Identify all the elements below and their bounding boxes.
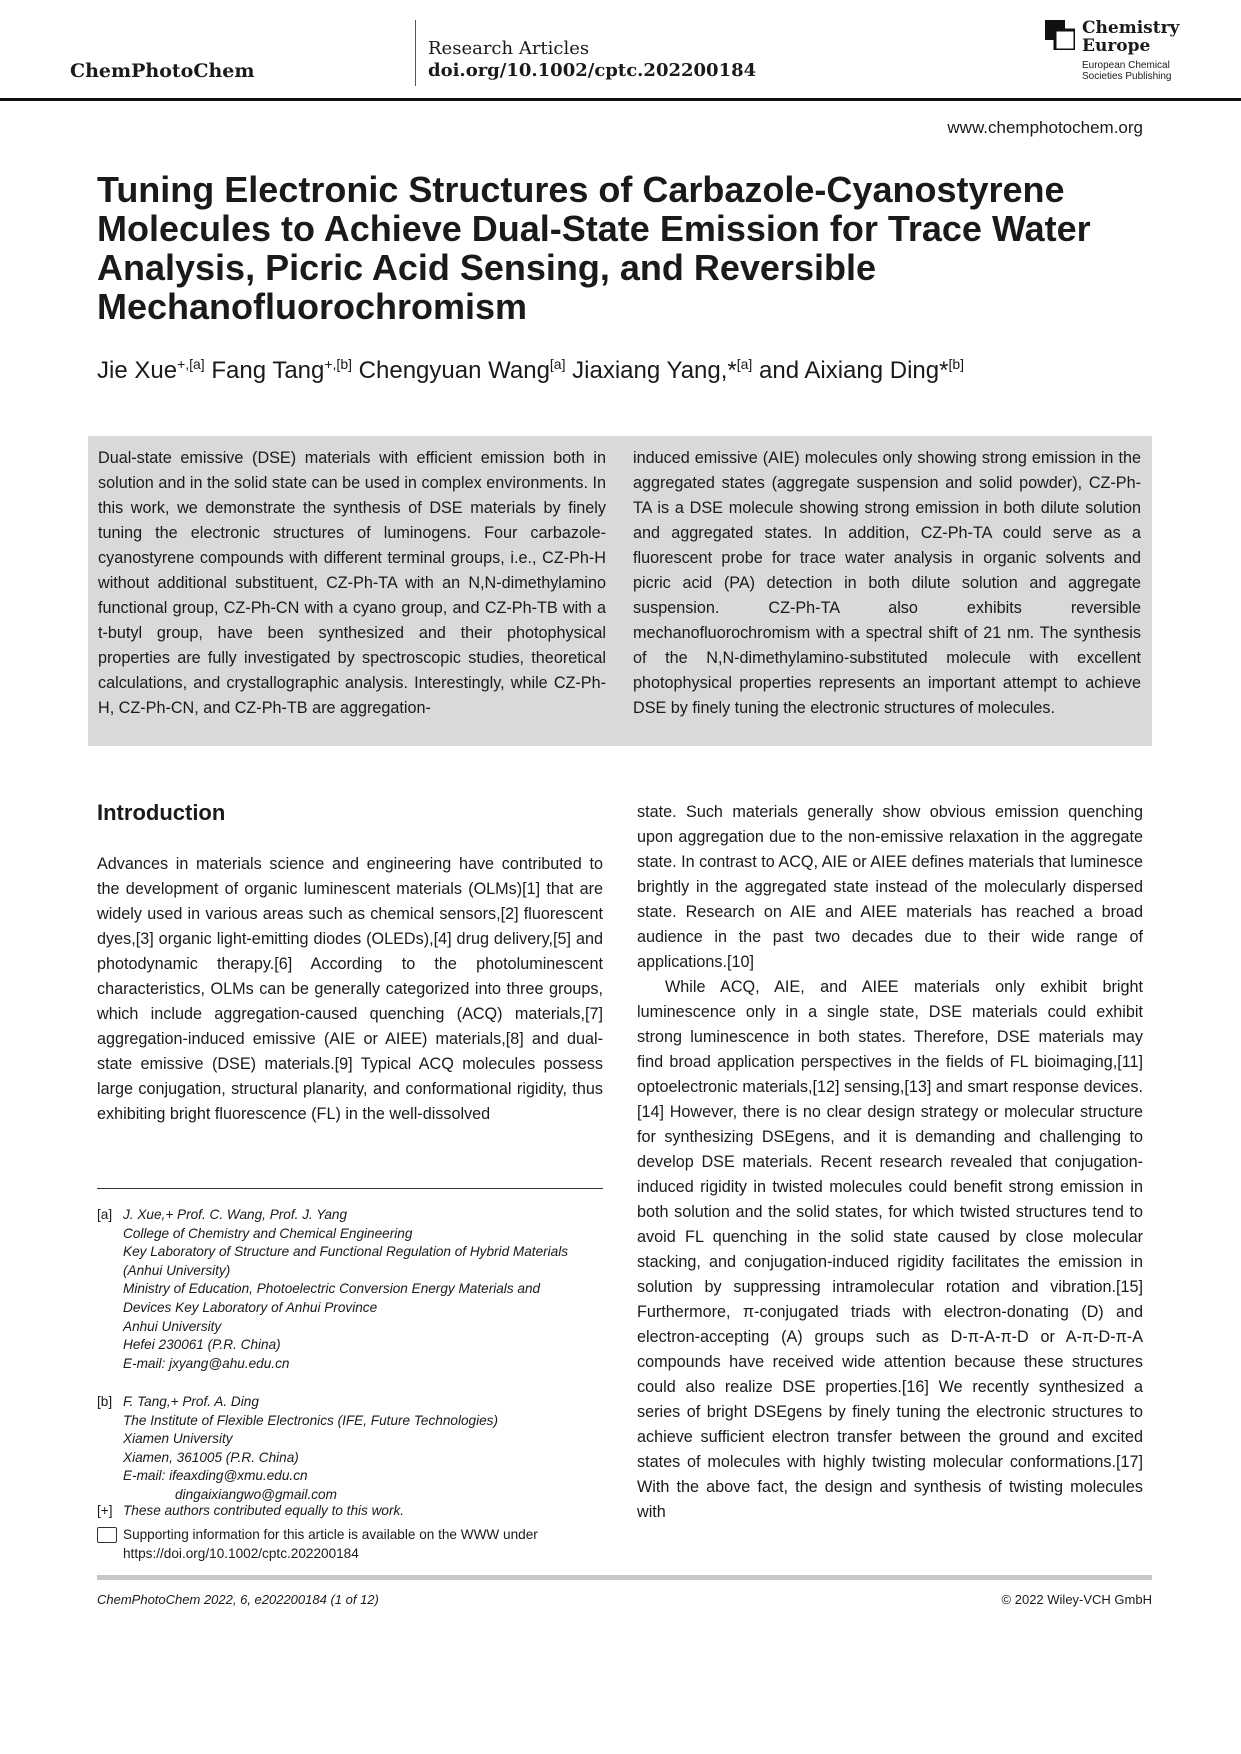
introduction-heading: Introduction — [97, 800, 226, 825]
publisher-name-line2: Europe — [1082, 36, 1151, 56]
abstract-box — [88, 436, 1152, 746]
footnote-text: These authors contributed equally to this work. — [123, 1503, 405, 1518]
affiliation-line: Anhui University — [123, 1318, 222, 1334]
author-affiliation-mark: [a] — [736, 356, 753, 372]
abstract-left-column: Dual-state emissive (DSE) materials with efficient emission both in solution and in the solid state can be used in complex environments. In this work, we demonstrate the synthesis of DSE materials by finely tuning the electronic structures of luminogens. Four carbazole-cyanostyrene compounds with different terminal groups, i.e., CZ-Ph-H without additional substituent, CZ-Ph-TA with an N,N-dimethylamino functional group, CZ-Ph-CN with a cyano group, and CZ-Ph-TB with a t-butyl group, have been synthesized and their photophysical properties are fully investigated by spectroscopic studies, theoretical calculations, and crystallographic analysis. Interestingly, while CZ-Ph-H, CZ-Ph-CN, and CZ-Ph-TB are aggregation- — [98, 449, 606, 717]
equal-contribution-note — [97, 1502, 603, 1521]
header-divider — [415, 20, 416, 86]
affiliation-line: Ministry of Education, Photoelectric Conversion Energy Materials and — [123, 1281, 541, 1297]
affiliation-b — [97, 1393, 603, 1505]
author-name: Jie Xue — [97, 357, 178, 384]
author-affiliation-mark: +,[b] — [324, 356, 352, 372]
affiliation-line: College of Chemistry and Chemical Engineering — [123, 1225, 413, 1241]
computer-icon — [97, 1527, 117, 1543]
author-name: Fang Tang — [211, 357, 325, 384]
email-link[interactable]: dingaixiangwo@gmail.com — [175, 1486, 337, 1502]
footer-bar — [97, 1575, 1152, 1580]
footer-citation: ChemPhotoChem 2022, 6, e202200184 (1 of 12) — [97, 1592, 379, 1607]
header-rule — [0, 98, 1241, 101]
supporting-info-link[interactable]: https://doi.org/10.1002/cptc.202200184 — [123, 1545, 359, 1561]
author-affiliation-mark: [a] — [549, 356, 566, 372]
affiliation-line: (Anhui University) — [123, 1262, 231, 1278]
affiliation-line: Devices Key Laboratory of Anhui Province — [123, 1299, 378, 1315]
section-label: Research Articles — [428, 38, 590, 59]
affiliation-line: Xiamen, 361005 (P.R. China) — [123, 1449, 299, 1465]
intro-paragraph: state. Such materials generally show obvious emission quenching upon aggregation due to the non-emissive relaxation in the aggregate state. In contrast to ACQ, AIE or AIEE defines materials that luminesce brightly in the aggregated state instead of the molecularly dispersed state. Research on AIE and AIEE materials has reached a broad audience in the past two decades due to their wide range of applications.[10] — [637, 803, 1143, 971]
affiliation-line: Hefei 230061 (P.R. China) — [123, 1337, 281, 1353]
author-affiliation-mark: +,[a] — [177, 356, 205, 372]
supporting-info-text: Supporting information for this article is available on the WWW under — [123, 1527, 538, 1542]
publisher-subtitle-line1: European Chemical — [1082, 60, 1170, 71]
author-list — [97, 356, 1157, 385]
intro-column-right — [637, 800, 1143, 1525]
author-affiliation-mark: [b] — [948, 356, 965, 372]
author-name: Chengyuan Wang — [358, 357, 550, 384]
affiliation-line: J. Xue,+ Prof. C. Wang, Prof. J. Yang — [123, 1207, 348, 1222]
footer-copyright: © 2022 Wiley-VCH GmbH — [1001, 1592, 1152, 1607]
doi-link[interactable]: doi.org/10.1002/cptc.202200184 — [428, 60, 757, 81]
affiliation-line: Xiamen University — [123, 1431, 233, 1447]
affiliation-line: F. Tang,+ Prof. A. Ding — [123, 1394, 259, 1409]
website-link[interactable]: www.chemphotochem.org — [947, 118, 1143, 137]
intro-paragraph: While ACQ, AIE, and AIEE materials only exhibit bright luminescence only in a single state, DSE materials could exhibit strong luminescence in both states. Therefore, DSE materials may find broad application perspectives in the fields of FL bioimaging,[11] optoelectronic materials,[12] sensing,[13] and smart response devices.[14] However, there is no clear design strategy or molecular structure for synthesizing DSEgens, and it is demanding and challenging to develop DSE materials. Recent research revealed that conjugation-induced rigidity in twisted molecules could benefit strong emission in both solution and the solid states, for which twisted structures tend to avoid FL quenching in the solid state caused by close molecular stacking, and conjugation-induced rigidity facilitates the emission in solution by suppressing intramolecular rotation and vibration.[15] Furthermore, π-conjugated triads with electron-donating (D) and electron-accepting (A) groups such as D-π-A-π-D or A-π-D-π-A compounds have received wide attention because these structures could also realize DSE properties.[16] We recently synthesized a series of bright DSEgens by finely tuning the electronic structures to achieve sufficient electron transfer between the ground and excited states of molecules with highly twisting molecular conformations.[17] With the above fact, the design and synthesis of twisting molecules with — [637, 978, 1143, 1521]
affiliation-line: The Institute of Flexible Electronics (IFE, Future Technologies) — [123, 1412, 499, 1428]
intro-column-left — [97, 852, 603, 1127]
affiliation-tag: [a] — [97, 1207, 113, 1222]
author-name: and Aixiang Ding* — [759, 357, 949, 384]
email-link[interactable]: E-mail: ifeaxding@xmu.edu.cn — [123, 1468, 308, 1484]
affiliation-tag: [b] — [97, 1394, 113, 1409]
supporting-info-note — [97, 1526, 603, 1563]
article-title: Tuning Electronic Structures of Carbazole-Cyanostyrene Molecules to Achieve Dual-State Emission for Trace Water Analysis, Picric Acid Sensing, and Reversible Mechanofluorochromism — [97, 169, 1091, 327]
publisher-name-line1: Chemistry — [1082, 18, 1180, 38]
journal-name: ChemPhotoChem — [70, 60, 255, 82]
chemistry-europe-logo-icon — [1045, 20, 1075, 50]
affiliation-a — [97, 1206, 603, 1373]
affiliation-line: Key Laboratory of Structure and Functional Regulation of Hybrid Materials — [123, 1244, 569, 1260]
footnote-tag: [+] — [97, 1503, 113, 1518]
publisher-subtitle-line2: Societies Publishing — [1082, 71, 1172, 82]
footnote-rule — [97, 1188, 603, 1189]
abstract-right-column: induced emissive (AIE) molecules only showing strong emission in the aggregated states (aggregate suspension and solid powder), CZ-Ph-TA is a DSE molecule showing strong emission in both dilute solution and aggregated states. In addition, CZ-Ph-TA could serve as a fluorescent probe for trace water analysis in organic solvents and picric acid (PA) detection in both dilute solution and aggregate suspension. CZ-Ph-TA also exhibits reversible mechanofluorochromism with a spectral shift of 21 nm. The synthesis of the N,N-dimethylamino-substituted molecule with excellent photophysical properties represents an important attempt to achieve DSE by finely tuning the electronic structures of molecules. — [633, 449, 1141, 717]
intro-paragraph: Advances in materials science and engineering have contributed to the development of organic luminescent materials (OLMs)[1] that are widely used in various areas such as chemical sensors,[2] fluorescent dyes,[3] organic light-emitting diodes (OLEDs),[4] drug delivery,[5] and photodynamic therapy.[6] According to the photoluminescent characteristics, OLMs can be generally categorized into three groups, which include aggregation-caused quenching (ACQ) materials,[7] aggregation-induced emissive (AIE or AIEE) materials,[8] and dual-state emissive (DSE) materials.[9] Typical ACQ molecules possess large conjugation, structural planarity, and conformational rigidity, thus exhibiting bright fluorescence (FL) in the well-dissolved — [97, 855, 603, 1123]
author-name: Jiaxiang Yang,* — [572, 357, 737, 384]
email-link[interactable]: E-mail: jxyang@ahu.edu.cn — [123, 1355, 290, 1371]
